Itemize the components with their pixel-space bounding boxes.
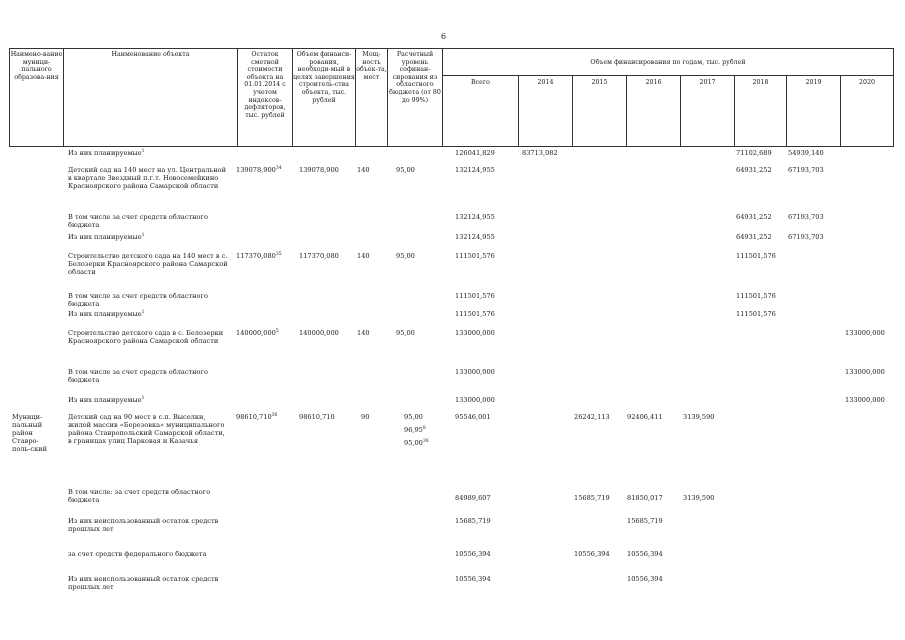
header-year-2019: 2019 — [805, 79, 822, 86]
table-row-8-name: В том числе за счет средств областного бюджета — [68, 368, 208, 384]
header-by-years: Объем финансирования по годам, тыс. рублей — [590, 59, 746, 66]
header-year-2017: 2017 — [699, 79, 716, 86]
cell-2018: 64931,252 — [736, 233, 772, 241]
table-row-6-name: Из них планируемые$^1$ — [68, 309, 145, 318]
header-year-2015: 2015 — [591, 79, 608, 86]
cell-2018: 64931,252 — [736, 166, 772, 174]
cell-funding: 98610,710 — [299, 413, 335, 421]
header-funding-needed: Объем финанси-рования, необходи-мый в целях завершения строитель-ства объекта, тыс. рублей — [293, 51, 355, 104]
cell-total: 133000,000 — [455, 368, 495, 376]
cell-remaining: 98610,710$^{36}$ — [236, 412, 278, 421]
table-row-7-name: Строительство детского сада в с. Белозерки Красноярского района Самарской области — [68, 329, 224, 345]
cell-2016: 15685,719 — [627, 517, 663, 525]
cell-total: 133000,000 — [455, 396, 495, 404]
header-remaining-cost: Остаток сметной стоимости объекта на 01.01.2014 с учетом индексов-дефляторов, тыс. рублей — [244, 51, 286, 119]
cell-2015: 10556,394 — [574, 550, 610, 558]
cell-total: 111501,576 — [455, 252, 495, 260]
table-row-14-name: Из них неиспользованный остаток средств прошлых лет — [68, 575, 219, 591]
cell-total: 111501,576 — [455, 292, 495, 300]
header-year-2018: 2018 — [752, 79, 769, 86]
cell-total: 132124,955 — [455, 166, 495, 174]
header-municipality: Наимено-вание муници-пального образова-ния — [10, 51, 63, 81]
table-row-4-name: Строительство детского сада на 140 мест в с. Белозерки Красноярского района Самарской области — [68, 252, 228, 276]
cell-2016: 81850,017 — [627, 494, 663, 502]
cell-2020: 133000,000 — [845, 329, 885, 337]
header-total: Всего — [471, 79, 490, 86]
cell-2018: 71102,689 — [736, 149, 772, 157]
cell-2015: 15685,719 — [574, 494, 610, 502]
cell-2018: 64931,252 — [736, 213, 772, 221]
cell-2020: 133000,000 — [845, 396, 885, 404]
page-number: 6 — [441, 32, 447, 41]
cell-2019: 67193,703 — [788, 166, 824, 174]
cell-2016: 10556,394 — [627, 575, 663, 583]
table-row-2-name: В том числе за счет средств областного бюджета — [68, 213, 208, 229]
header-object-name: Наименование объекта — [111, 51, 190, 58]
cell-2017: 3139,590 — [683, 494, 715, 502]
cell-cofinancing: 95,00 — [396, 166, 415, 174]
cell-total: 132124,955 — [455, 233, 495, 241]
header-cofinancing: Расчетный уровень софинан-сирования из областного бюджета (от 80 до 99%) — [389, 51, 441, 104]
cell-cofinancing: 95,00 — [404, 413, 423, 421]
cell-total: 15685,719 — [455, 517, 491, 525]
cell-remaining: 140000,000$^5$ — [236, 328, 279, 337]
cell-total: 126041,829 — [455, 149, 495, 157]
table-row-12-name: Из них неиспользованный остаток средств прошлых лет — [68, 517, 219, 533]
cell-total: 84989,607 — [455, 494, 491, 502]
cell-2016: 10556,394 — [627, 550, 663, 558]
cell-total: 10556,394 — [455, 550, 491, 558]
cell-funding: 139078,900 — [299, 166, 339, 174]
cell-total: 133000,000 — [455, 329, 495, 337]
table-header — [9, 48, 894, 147]
cell-2018: 111501,576 — [736, 310, 776, 318]
table-row-10-name: Детский сад на 90 мест в с.п. Выселки, жилой массив «Березовка» муниципального района Ставропольский Самарской области, в границах улиц Парковая и Казачья — [68, 413, 225, 445]
cell-2019: 67193,703 — [788, 233, 824, 241]
table-row-13-name: за счет средств федерального бюджета — [68, 550, 207, 558]
cell-2017: 3139,590 — [683, 413, 715, 421]
cell-capacity: 90 — [361, 413, 370, 421]
header-year-2020: 2020 — [858, 79, 876, 86]
header-capacity: Мощ-ность объек-та, мест — [356, 51, 387, 81]
cell-total: 95546,001 — [455, 413, 491, 421]
cell-2019: 67193,703 — [788, 213, 824, 221]
cell-cofinancing: 95,00 — [396, 252, 415, 260]
cell-2020: 133000,000 — [845, 368, 885, 376]
cell-cofinancing-2: 96,95$^8$ — [404, 425, 426, 434]
cell-funding: 117370,080 — [299, 252, 339, 260]
cell-capacity: 140 — [357, 329, 370, 337]
cell-capacity: 140 — [357, 252, 370, 260]
cell-total: 111501,576 — [455, 310, 495, 318]
table-row-5-name: В том числе за счет средств областного бюджета — [68, 292, 208, 308]
cell-cofinancing: 95,00 — [396, 329, 415, 337]
cell-2014: 83713,082 — [522, 149, 558, 157]
cell-cofinancing-3: 95,00$^{38}$ — [404, 438, 429, 447]
cell-municipality: Муници-пальный район Ставро-поль-ский — [12, 413, 47, 453]
table-row-1-name: Детский сад на 140 мест на ул. Центральной в квартале Звездный п.г.т. Новосемейкино Красноярского района Самарской области — [68, 166, 227, 190]
cell-capacity: 140 — [357, 166, 370, 174]
table-row-0-name: Из них планируемые$^1$ — [68, 148, 145, 157]
table-row-9-name: Из них планируемые$^1$ — [68, 395, 145, 404]
cell-remaining: 117370,080$^{35}$ — [236, 251, 282, 260]
header-year-2016: 2016 — [645, 79, 662, 86]
cell-2019: 54939,140 — [788, 149, 824, 157]
cell-2015: 26242,113 — [574, 413, 610, 421]
table-row-3-name: Из них планируемые$^1$ — [68, 232, 145, 241]
table-row-11-name: В том числе: за счет средств областного бюджета — [68, 488, 211, 504]
cell-total: 132124,955 — [455, 213, 495, 221]
cell-2018: 111501,576 — [736, 292, 776, 300]
cell-2018: 111501,576 — [736, 252, 776, 260]
cell-2016: 92406,411 — [627, 413, 663, 421]
header-year-2014: 2014 — [537, 79, 554, 86]
cell-remaining: 139078,900$^{34}$ — [236, 165, 282, 174]
cell-funding: 140000,000 — [299, 329, 339, 337]
cell-total: 10556,394 — [455, 575, 491, 583]
